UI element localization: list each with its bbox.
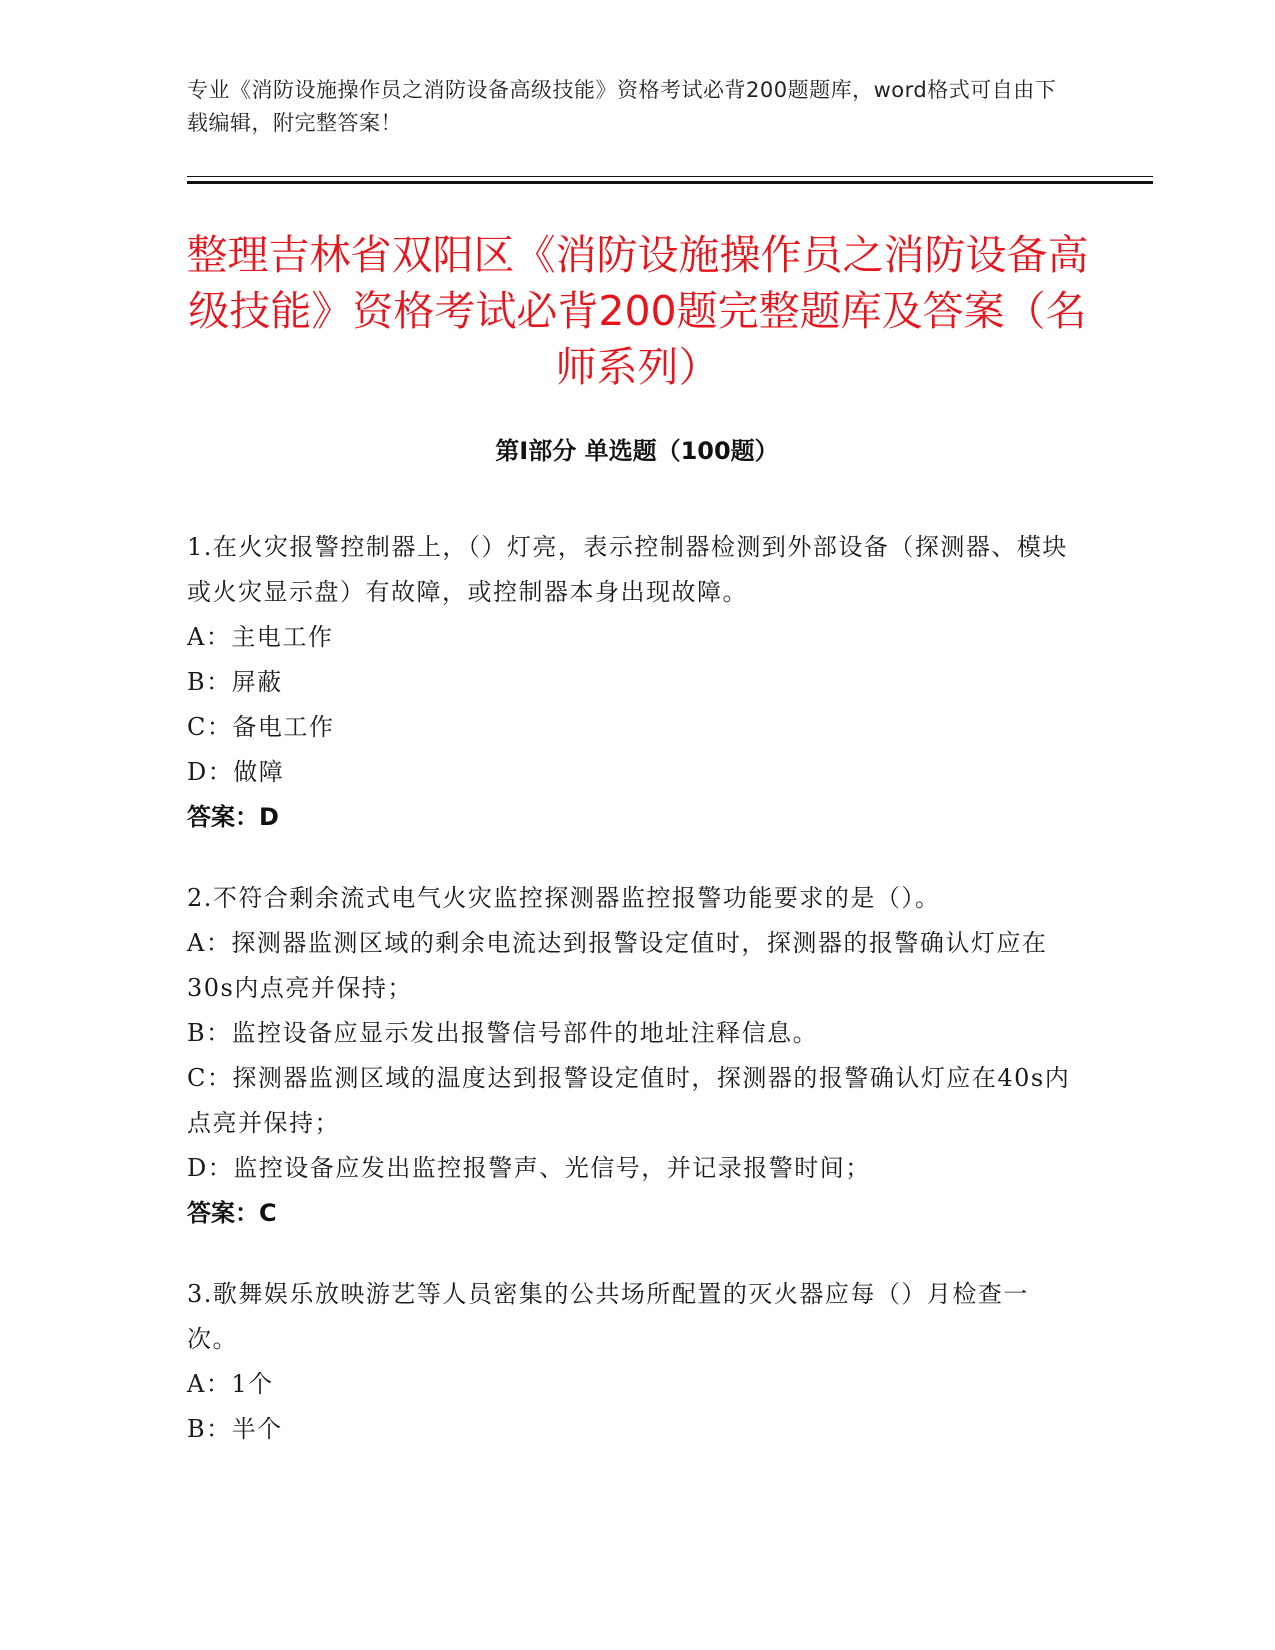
question-list (187, 525, 1072, 1488)
answer: 答案：D (187, 803, 279, 831)
option-d: D：监控设备应发出监控报警声、光信号，并记录报警时间； (187, 1154, 871, 1182)
question-stem: 1.在火灾报警控制器上，（）灯亮，表示控制器检测到外部设备（探测器、模块或火灾显示盘）有故障，或控制器本身出现故障。 (187, 533, 1068, 606)
option-a: A：1个 (187, 1370, 274, 1398)
question-1 (187, 525, 1072, 840)
option-b: B：半个 (187, 1415, 283, 1443)
option-d: D：做障 (187, 758, 285, 786)
question-stem: 2.不符合剩余流式电气火灾监控探测器监控报警功能要求的是（）。 (187, 884, 941, 912)
option-a: A：探测器监测区域的剩余电流达到报警设定值时，探测器的报警确认灯应在30s内点亮并保持； (187, 929, 1048, 1002)
question-stem: 3.歌舞娱乐放映游艺等人员密集的公共场所配置的灭火器应每（）月检查一次。 (187, 1280, 1029, 1353)
question-2 (187, 876, 1072, 1236)
header-divider-thick (187, 181, 1153, 184)
question-3 (187, 1272, 1072, 1452)
answer: 答案：C (187, 1199, 277, 1227)
section-title: 第Ⅰ部分 单选题（100题） (495, 437, 779, 465)
option-a: A：主电工作 (187, 623, 334, 651)
document-title: 整理吉林省双阳区《消防设施操作员之消防设备高级技能》资格考试必背200题完整题库及答案（名师系列） (186, 231, 1089, 391)
header-divider-thin (187, 176, 1153, 177)
option-b: B：屏蔽 (187, 668, 283, 696)
option-c: C：备电工作 (187, 713, 335, 741)
option-c: C：探测器监测区域的温度达到报警设定值时，探测器的报警确认灯应在40s内点亮并保持； (187, 1064, 1071, 1137)
header-note: 专业《消防设施操作员之消防设备高级技能》资格考试必背200题题库，word格式可自由下载编辑，附完整答案！ (187, 78, 1057, 135)
option-b: B：监控设备应显示发出报警信号部件的地址注释信息。 (187, 1019, 819, 1047)
